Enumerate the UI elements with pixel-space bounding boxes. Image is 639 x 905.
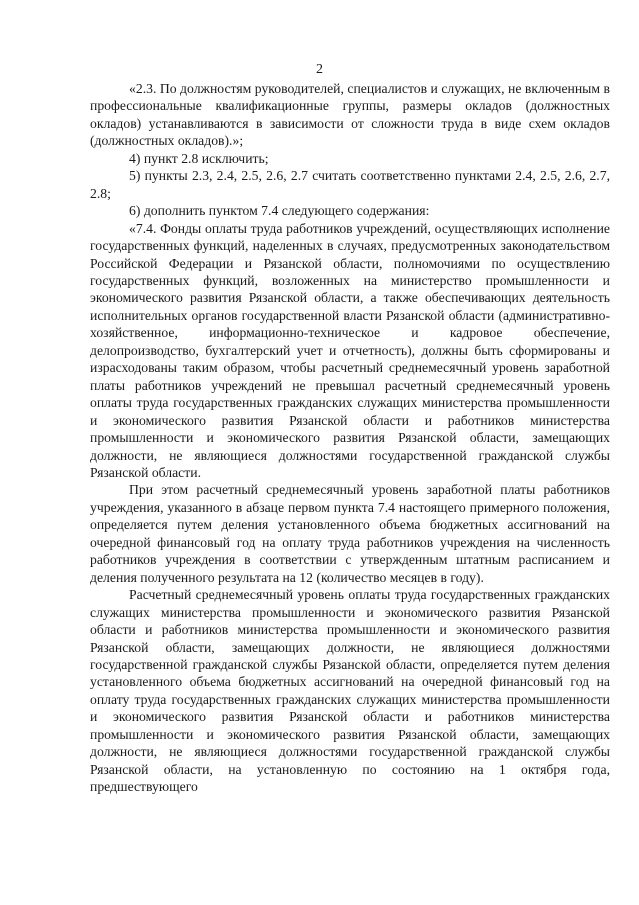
paragraph-2-3: «2.3. По должностям руководителей, специалистов и служащих, не включенным в профессиональные квалификационные группы, размеры окладов (должностных окладов) устанавливаются в зависимости от сложности труда в виде схем окладов (должностных окладов).»; [90, 81, 610, 149]
document-body [90, 80, 610, 796]
paragraph-7-4: «7.4. Фонды оплаты труда работников учреждений, осуществляющих исполнение государственных функций, наделенных в случаях, предусмотренных законодательством Российской Федерации и Рязанской области, полномочиями по осуществлению государственных функций, возложенных на министерство промышленности и экономического развития Рязанской области, а также обеспечивающих деятельность исполнительных органов государственной власти Рязанской области (административно-хозяйственное, информационно-техническое и кадровое обеспечение, делопроизводство, бухгалтерский учет и отчетность), должны быть сформированы и израсходованы таким образом, чтобы расчетный среднемесячный уровень заработной платы работников учреждений не превышал расчетный среднемесячный уровень оплаты труда государственных гражданских служащих министерства промышленности и экономического развития Рязанской области и работников министерства промышленности и экономического развития Рязанской области, замещающих должности, не являющиеся должностями государственной гражданской службы Рязанской области. [90, 220, 610, 480]
paragraph-item-5: 5) пункты 2.3, 2.4, 2.5, 2.6, 2.7 считать соответственно пунктами 2.4, 2.5, 2.6, 2.7, 2.8; [90, 168, 610, 201]
paragraph-average-salary-civil-servants: Расчетный среднемесячный уровень оплаты труда государственных гражданских служащих министерства промышленности и экономического развития Рязанской области и работников министерства промышленности и экономического развития Рязанской области, замещающих должности, не являющиеся должностями государственной гражданской службы Рязанской области, определяется путем деления установленного объема бюджетных ассигнований на очередной финансовый год на оплату труда государственных гражданских служащих министерства промышленности и экономического развития Рязанской области и работников министерства промышленности и экономического развития Рязанской области, замещающих должности, не являющиеся должностями государственной гражданской службы Рязанской области, на установленную по состоянию на 1 октября года, предшествующего [90, 587, 610, 795]
paragraph-item-6: 6) дополнить пунктом 7.4 следующего содержания: [129, 203, 430, 219]
paragraph-average-salary-employees: При этом расчетный среднемесячный уровень заработной платы работников учреждения, указанного в абзаце первом пункта 7.4 настоящего примерного положения, определяется путем деления установленного объема бюджетных ассигнований на очередной финансовый год на оплату труда работников учреждения на численность работников учреждения в соответствии с утвержденным штатным расписанием и деления полученного результата на 12 (количество месяцев в году). [90, 482, 610, 585]
paragraph-item-4: 4) пункт 2.8 исключить; [129, 150, 269, 166]
page-number: 2 [316, 62, 323, 77]
